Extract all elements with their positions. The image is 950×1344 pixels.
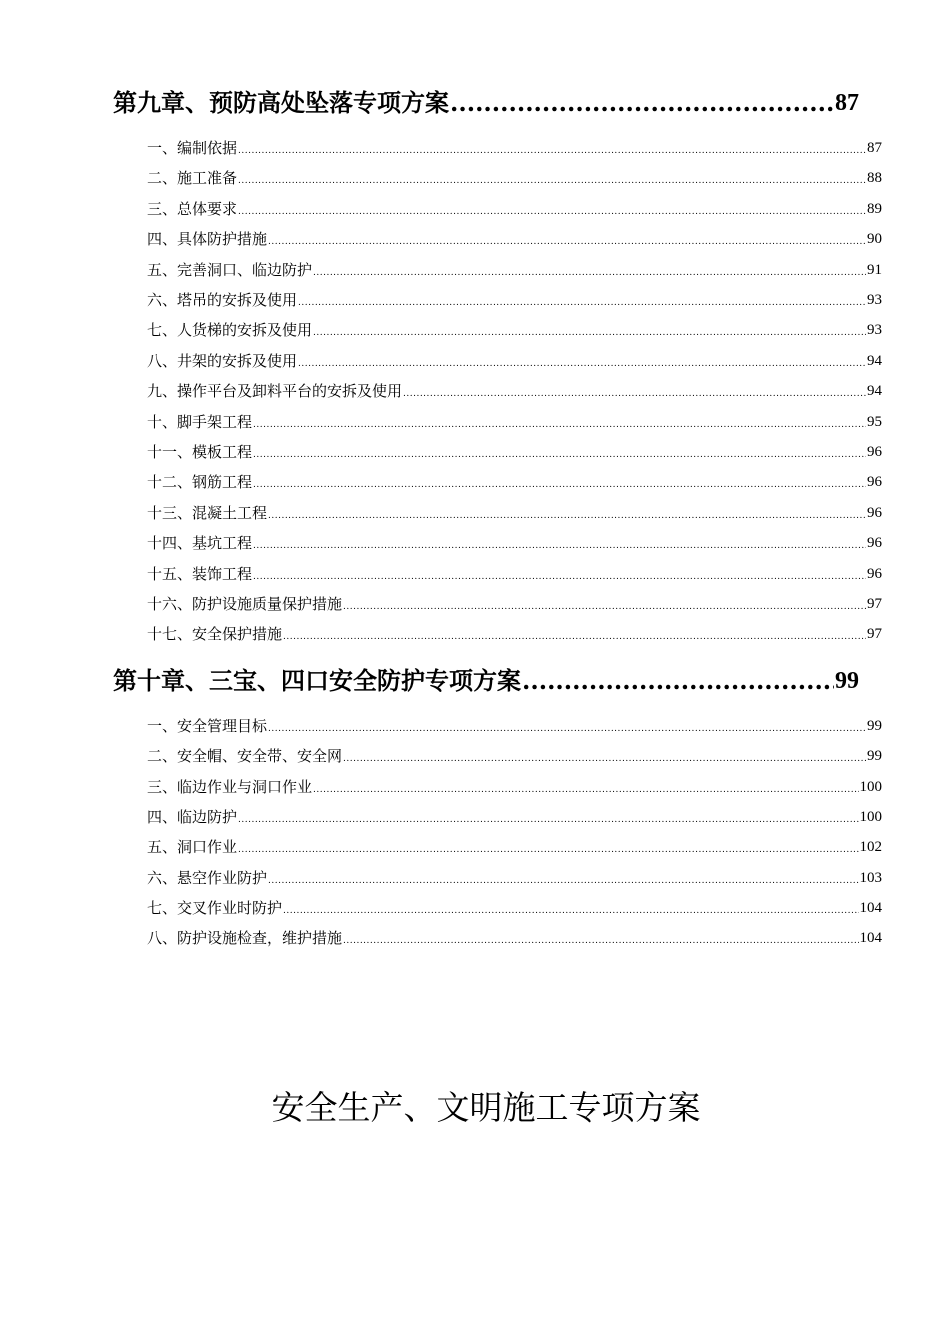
toc-entry[interactable]: [147, 381, 882, 401]
dot-leader: [450, 88, 834, 118]
dot-leader: [283, 904, 858, 918]
entry-page-number: 100: [859, 779, 882, 795]
dot-leader: [253, 570, 866, 584]
entry-page-number: 96: [867, 444, 882, 460]
entry-page-number: 91: [867, 262, 882, 278]
entry-label: 二、施工准备: [147, 169, 238, 187]
entry-label: 八、防护设施检查，维护措施: [147, 929, 343, 947]
dot-leader: [253, 539, 866, 553]
entry-page-number: 93: [867, 292, 882, 308]
entry-page-number: 87: [867, 140, 882, 156]
dot-leader: [283, 630, 866, 644]
entry-label: 九、操作平台及卸料平台的安拆及使用: [147, 382, 403, 400]
entry-page-number: 104: [859, 900, 882, 916]
dot-leader: [343, 752, 866, 766]
toc-entry[interactable]: [147, 260, 882, 280]
entry-page-number: 90: [867, 231, 882, 247]
entry-label: 二、安全帽、安全带、安全网: [147, 747, 343, 765]
entry-page-number: 104: [859, 930, 882, 946]
entry-label: 三、临边作业与洞口作业: [147, 778, 313, 796]
toc-entry[interactable]: [147, 624, 882, 644]
toc-entry[interactable]: [147, 777, 882, 797]
toc-entry[interactable]: [147, 412, 882, 432]
dot-leader: [298, 357, 866, 371]
entry-page-number: 96: [867, 535, 882, 551]
entry-page-number: 93: [867, 322, 882, 338]
dot-leader: [343, 934, 858, 948]
toc-entry[interactable]: [147, 168, 882, 188]
entry-label: 三、总体要求: [147, 200, 238, 218]
entry-page-number: 97: [867, 596, 882, 612]
toc-entry[interactable]: [147, 837, 882, 857]
dot-leader: [268, 235, 866, 249]
entry-page-number: 94: [867, 383, 882, 399]
entry-label: 六、悬空作业防护: [147, 869, 268, 887]
toc-entry[interactable]: [147, 351, 882, 371]
dot-leader: [238, 205, 866, 219]
entry-page-number: 96: [867, 505, 882, 521]
chapter-page-number: 87: [835, 90, 859, 116]
toc-entry[interactable]: [147, 199, 882, 219]
entry-label: 七、人货梯的安拆及使用: [147, 321, 313, 339]
toc-entry[interactable]: [147, 807, 882, 827]
dot-leader: [298, 296, 866, 310]
entry-label: 十二、钢筋工程: [147, 473, 253, 491]
entry-label: 六、塔吊的安拆及使用: [147, 291, 298, 309]
dot-leader: [238, 813, 858, 827]
toc-entry[interactable]: [147, 290, 882, 310]
dot-leader: [253, 448, 866, 462]
toc-entry[interactable]: [147, 503, 882, 523]
entry-page-number: 99: [867, 718, 882, 734]
dot-leader: [313, 783, 858, 797]
dot-leader: [238, 174, 866, 188]
toc-entry[interactable]: [147, 746, 882, 766]
entry-label: 七、交叉作业时防护: [147, 899, 283, 917]
entry-page-number: 94: [867, 353, 882, 369]
dot-leader: [253, 478, 866, 492]
entry-page-number: 103: [859, 870, 882, 886]
dot-leader: [238, 843, 858, 857]
entry-label: 五、完善洞口、临边防护: [147, 261, 313, 279]
toc-entry[interactable]: [147, 564, 882, 584]
entry-page-number: 88: [867, 170, 882, 186]
toc-entry[interactable]: [147, 928, 882, 948]
toc-entry[interactable]: [147, 594, 882, 614]
toc-entry[interactable]: [147, 868, 882, 888]
dot-leader: [343, 600, 866, 614]
dot-leader: [238, 144, 866, 158]
entry-page-number: 95: [867, 414, 882, 430]
entry-label: 四、具体防护措施: [147, 230, 268, 248]
chapter-page-number: 99: [835, 668, 859, 694]
entry-label: 十五、装饰工程: [147, 565, 253, 583]
toc-entry[interactable]: [147, 533, 882, 553]
toc-entry[interactable]: [147, 898, 882, 918]
toc-entry[interactable]: [147, 716, 882, 736]
toc-chapter-9[interactable]: [113, 88, 859, 118]
entry-label: 四、临边防护: [147, 808, 238, 826]
entry-label: 十四、基坑工程: [147, 534, 253, 552]
entry-page-number: 99: [867, 748, 882, 764]
entry-page-number: 97: [867, 626, 882, 642]
entry-page-number: 96: [867, 474, 882, 490]
dot-leader: [268, 874, 858, 888]
entry-page-number: 100: [859, 809, 882, 825]
toc-entry[interactable]: [147, 229, 882, 249]
entry-label: 十三、混凝土工程: [147, 504, 268, 522]
entry-label: 十、脚手架工程: [147, 413, 253, 431]
chapter-title: 第九章、预防高处坠落专项方案: [113, 88, 449, 117]
dot-leader: [253, 418, 866, 432]
toc-entry[interactable]: [147, 320, 882, 340]
entry-page-number: 89: [867, 201, 882, 217]
entry-page-number: 96: [867, 566, 882, 582]
entry-page-number: 102: [859, 839, 882, 855]
chapter-title: 第十章、三宝、四口安全防护专项方案: [113, 666, 521, 695]
toc-entry[interactable]: [147, 138, 882, 158]
dot-leader: [268, 722, 866, 736]
entry-label: 五、洞口作业: [147, 838, 238, 856]
dot-leader: [403, 387, 866, 401]
entry-label: 十七、安全保护措施: [147, 625, 283, 643]
entry-label: 八、井架的安拆及使用: [147, 352, 298, 370]
dot-leader: [268, 509, 866, 523]
toc-entry[interactable]: [147, 442, 882, 462]
entry-label: 一、安全管理目标: [147, 717, 268, 735]
entry-label: 一、编制依据: [147, 139, 238, 157]
entry-label: 十六、防护设施质量保护措施: [147, 595, 343, 613]
entry-label: 十一、模板工程: [147, 443, 253, 461]
toc-chapter-10[interactable]: [113, 666, 859, 696]
document-title: 安全生产、文明施工专项方案: [271, 1088, 701, 1127]
toc-entry[interactable]: [147, 472, 882, 492]
dot-leader: [522, 666, 834, 696]
dot-leader: [313, 326, 866, 340]
dot-leader: [313, 266, 866, 280]
